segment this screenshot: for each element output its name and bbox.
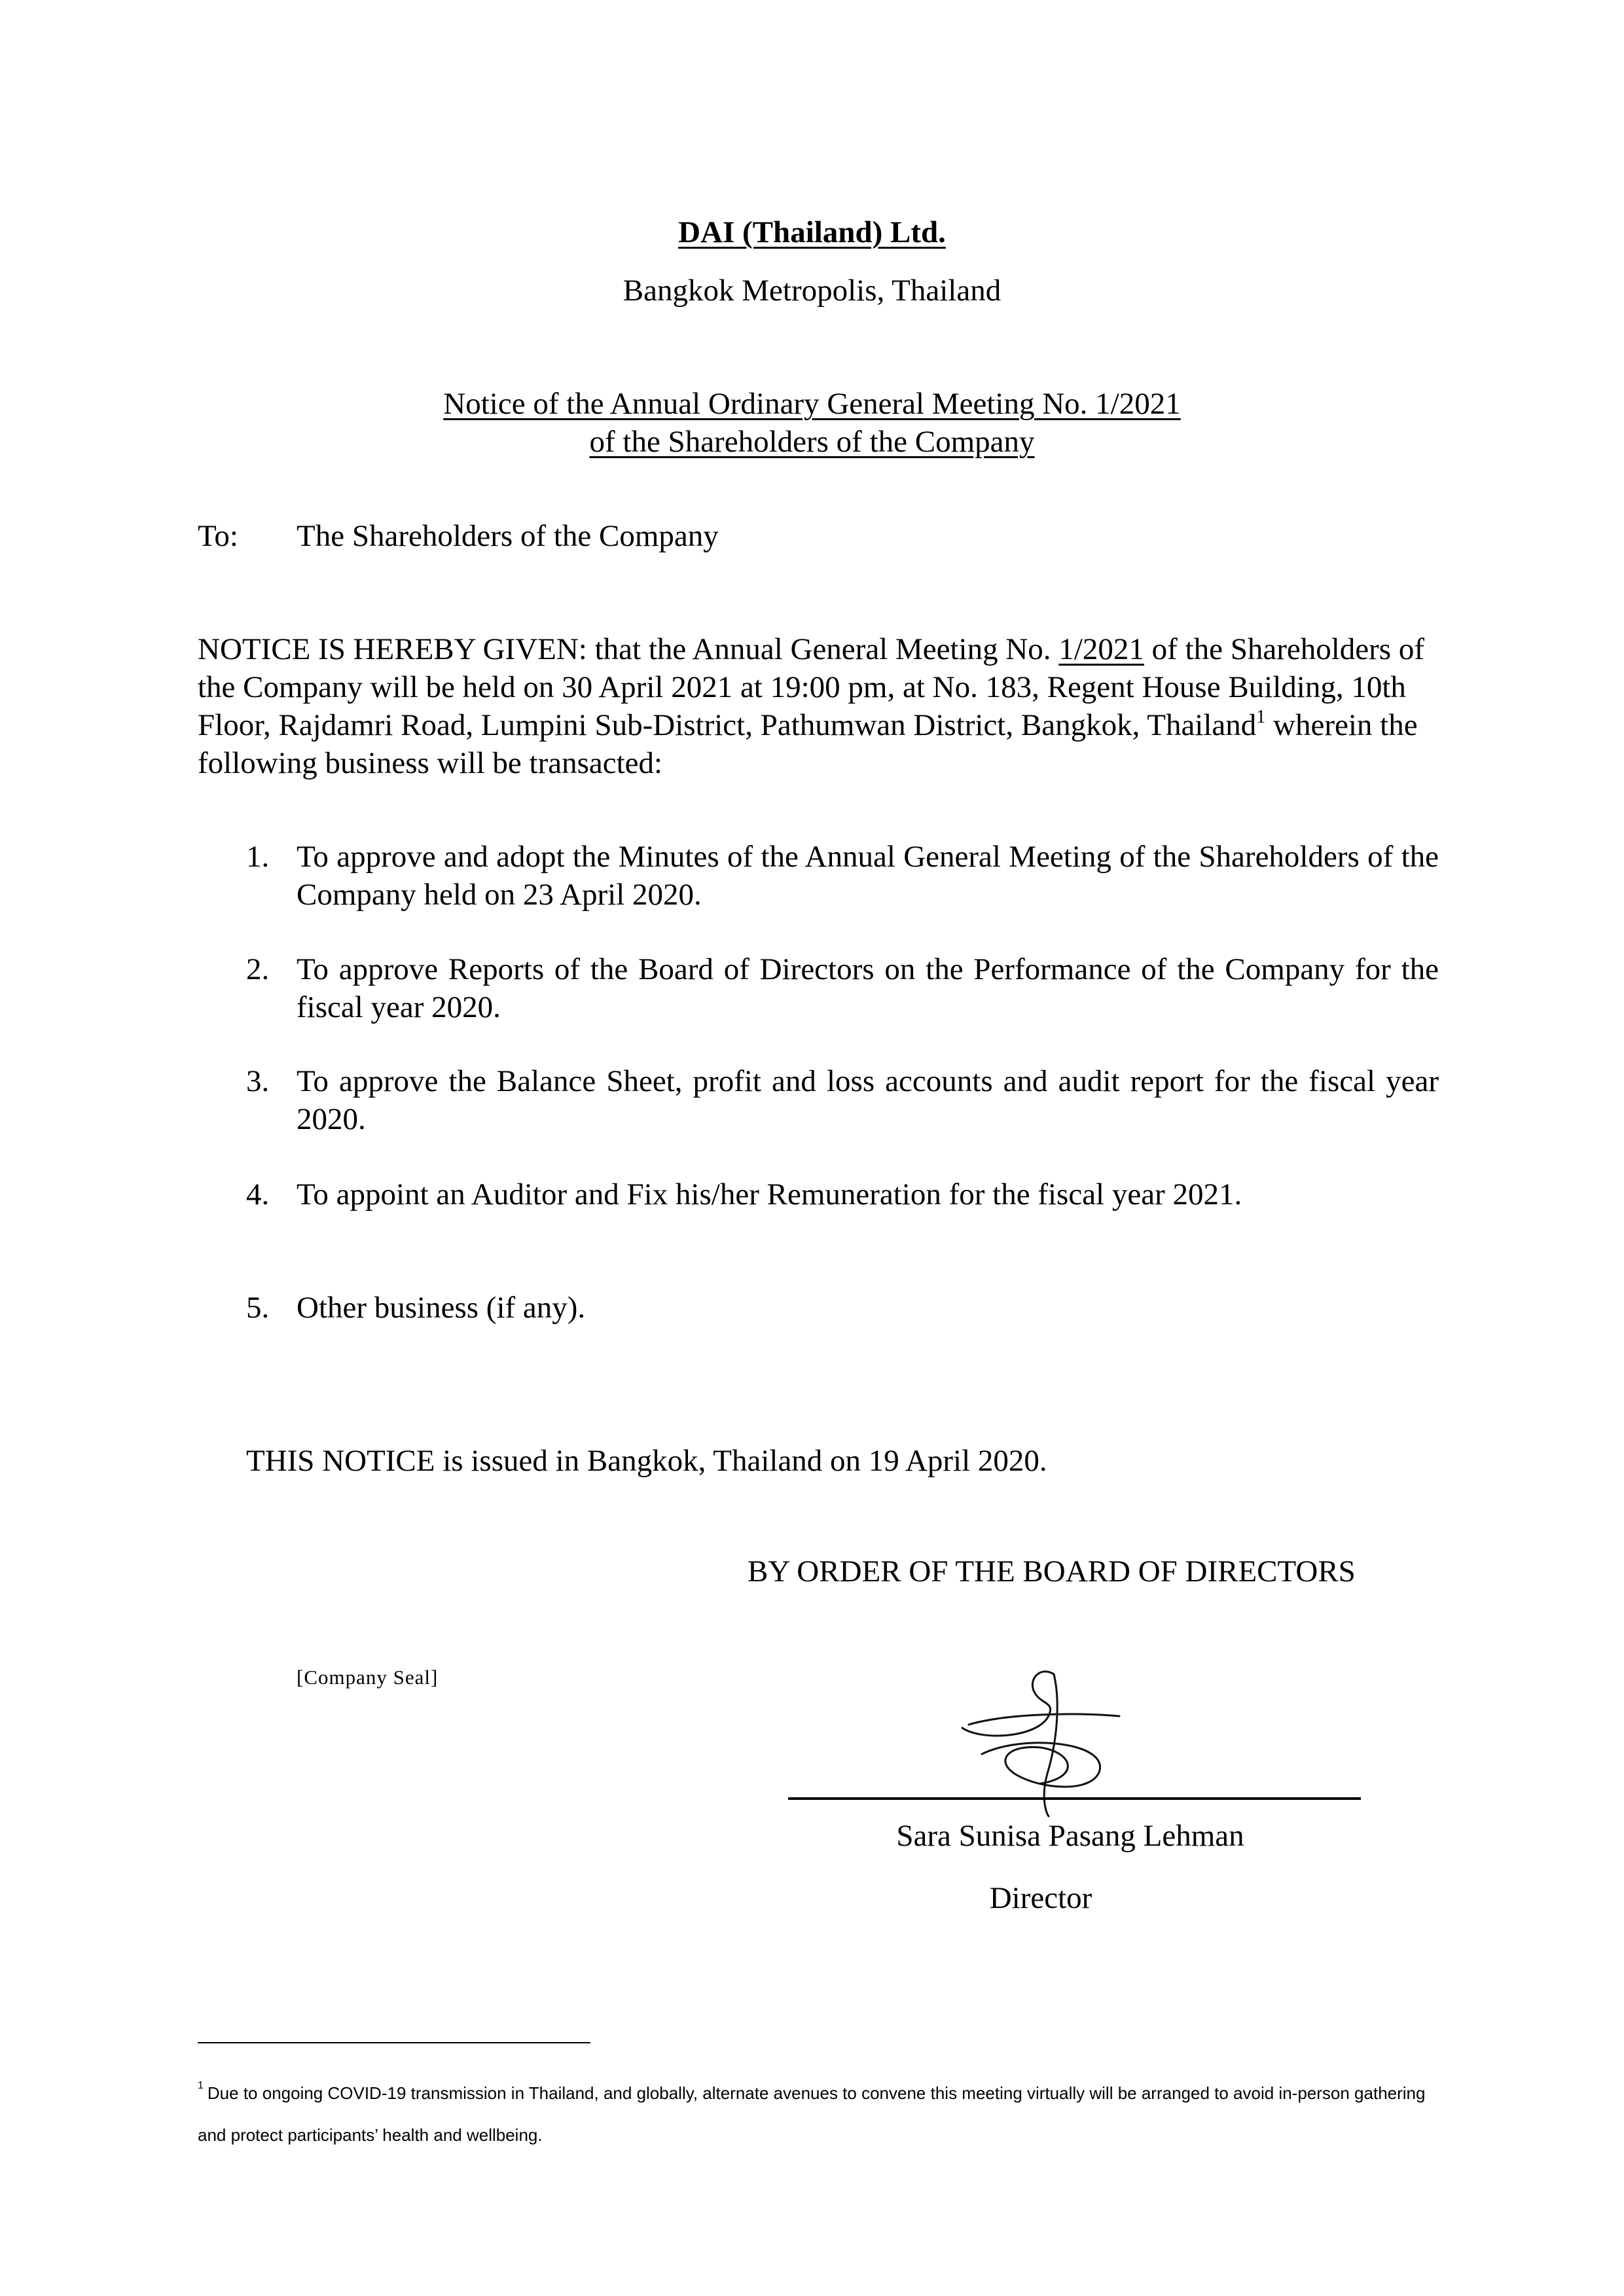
agenda-item-4-text: To appoint an Auditor and Fix his/her Remuneration for the fiscal year 2021. <box>297 1177 1242 1211</box>
notice-title-line-1: Notice of the Annual Ordinary General Meeting No. 1/2021 <box>443 387 1181 421</box>
agenda-item-1-number: 1. <box>246 840 270 874</box>
footnote-marker: 1 <box>198 2080 204 2092</box>
footnote-separator <box>198 2042 590 2043</box>
agenda-item-5-number: 5. <box>246 1291 270 1325</box>
signatory-name: Sara Sunisa Pasang Lehman <box>896 1819 1244 1853</box>
agenda-item-3-number: 3. <box>246 1064 270 1098</box>
notice-title <box>0 385 1624 461</box>
notice-intro-paragraph <box>198 630 1428 782</box>
agenda-item-1-text: To approve and adopt the Minutes of the Annual General Meeting of the Shareholders of the Company held on 23 April 2020. <box>297 840 1439 912</box>
board-order-line: BY ORDER OF THE BOARD OF DIRECTORS <box>748 1554 1356 1588</box>
intro-text-part-3: wherein the following business will be transacted: <box>198 708 1418 780</box>
company-seal-placeholder: [Company Seal] <box>297 1666 439 1689</box>
signatory-title: Director <box>989 1881 1092 1915</box>
signature-line <box>788 1797 1361 1800</box>
footnote <box>198 2072 1441 2156</box>
agenda-item-3-text: To approve the Balance Sheet, profit and loss accounts and audit report for the fiscal year 2020. <box>297 1064 1439 1136</box>
intro-text-part-1: NOTICE IS HEREBY GIVEN: that the Annual General Meeting No. <box>198 632 1059 666</box>
footnote-text: Due to ongoing COVID-19 transmission in Thailand, and globally, alternate avenues to convene this meeting virtually will be arranged to avoid in-person gathering and protect participants’ health and wellbeing. <box>198 2083 1426 2145</box>
agenda-item-5-text: Other business (if any). <box>297 1291 586 1325</box>
footnote-reference: 1 <box>1256 707 1266 728</box>
intro-text-part-2: of the Shareholders of the Company will be held on 30 April 2021 at 19:00 pm, at No. 183, Regent House Building, 10th Floor, Rajdamri Road, Lumpini Sub-District, Pathumwan District, Bangkok, Thailand <box>198 632 1424 742</box>
notice-title-line-2: of the Shareholders of the Company <box>589 425 1035 459</box>
addressee-label: To: <box>198 519 238 553</box>
company-city: Bangkok Metropolis, Thailand <box>623 274 1001 308</box>
handwritten-signature <box>943 1662 1139 1820</box>
meeting-number: 1/2021 <box>1058 632 1144 666</box>
agenda-item-2-number: 2. <box>246 952 270 986</box>
company-name: DAI (Thailand) Ltd. <box>678 215 946 249</box>
agenda-item-2-text: To approve Reports of the Board of Directors on the Performance of the Company for the fiscal year 2020. <box>297 952 1439 1024</box>
addressee-value: The Shareholders of the Company <box>297 519 719 553</box>
agenda-item-4-number: 4. <box>246 1177 270 1211</box>
issued-statement: THIS NOTICE is issued in Bangkok, Thailand on 19 April 2020. <box>246 1444 1047 1478</box>
